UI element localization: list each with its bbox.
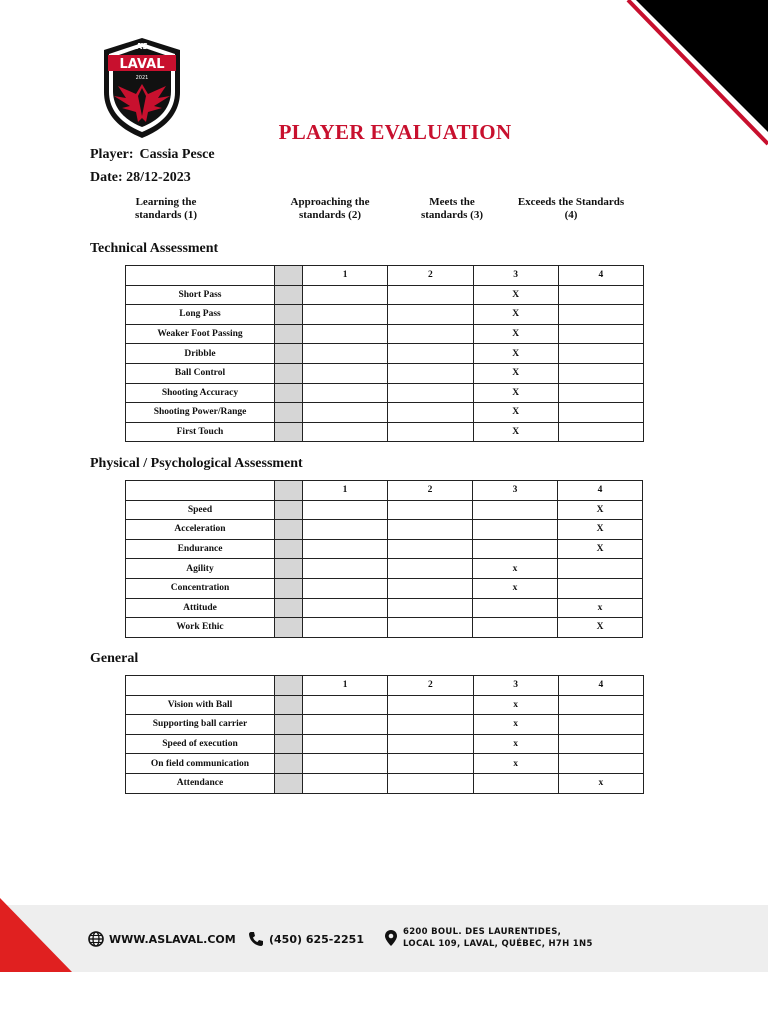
table-row <box>126 618 643 638</box>
rating-cell <box>388 773 473 793</box>
rating-cell <box>388 539 473 559</box>
table-row <box>126 285 644 305</box>
table-row <box>126 695 644 715</box>
section-title-physical: Physical / Psychological Assessment <box>90 456 303 471</box>
rating-cell <box>558 715 643 735</box>
rating-cell <box>388 520 473 540</box>
rating-cell <box>473 618 558 638</box>
rating-cell: x <box>558 598 643 618</box>
section-title-technical: Technical Assessment <box>90 241 219 256</box>
rating-cell <box>388 578 473 598</box>
rating-cell <box>388 383 473 403</box>
rating-cell <box>303 539 388 559</box>
rating-cell: X <box>473 305 558 325</box>
rating-cell: X <box>558 539 643 559</box>
skill-label: Speed of execution <box>126 734 275 754</box>
rating-cell: X <box>473 422 558 442</box>
skill-label: Attitude <box>126 598 275 618</box>
rating-cell <box>558 324 643 344</box>
globe-icon <box>88 931 104 947</box>
rating-cell <box>388 422 473 442</box>
scale-item-4: Exceeds the Standards (4) <box>517 196 625 221</box>
rating-cell <box>388 598 473 618</box>
footer-red-triangle <box>0 898 72 972</box>
rating-cell <box>303 754 388 774</box>
table-row <box>126 773 644 793</box>
rating-cell <box>303 344 388 364</box>
skill-label: Speed <box>126 500 275 520</box>
skill-label: Agility <box>126 559 275 579</box>
rating-cell <box>388 403 473 423</box>
rating-cell <box>303 520 388 540</box>
table-row <box>126 324 644 344</box>
rating-cell <box>558 285 643 305</box>
rating-cell <box>558 383 643 403</box>
rating-cell <box>303 559 388 579</box>
rating-cell <box>558 422 643 442</box>
rating-cell: X <box>473 403 558 423</box>
table-row <box>126 539 643 559</box>
rating-cell: X <box>558 500 643 520</box>
rating-cell <box>303 500 388 520</box>
rating-cell <box>303 695 388 715</box>
rating-cell <box>558 363 643 383</box>
logo-year: 2021 <box>135 75 149 81</box>
rating-cell: x <box>558 773 643 793</box>
rating-cell <box>388 344 473 364</box>
rating-cell <box>558 344 643 364</box>
rating-cell <box>473 500 558 520</box>
table-row <box>126 383 644 403</box>
table-header-row: 1 2 3 4 <box>126 481 643 501</box>
scale-item-2: Approaching the standards (2) <box>290 196 370 221</box>
rating-cell <box>558 734 643 754</box>
table-row <box>126 403 644 423</box>
rating-cell <box>303 734 388 754</box>
rating-cell <box>303 324 388 344</box>
player-name: Cassia Pesce <box>139 147 215 162</box>
table-row <box>126 734 644 754</box>
skill-label: Ball Control <box>126 363 275 383</box>
rating-cell <box>558 305 643 325</box>
rating-cell <box>388 754 473 774</box>
footer-website[interactable] <box>88 931 236 947</box>
skill-label: Acceleration <box>126 520 275 540</box>
table-row <box>126 754 644 774</box>
table-row <box>126 578 643 598</box>
rating-cell: x <box>473 578 558 598</box>
rating-cell: X <box>473 344 558 364</box>
rating-cell <box>388 695 473 715</box>
phone-icon <box>248 931 264 947</box>
skill-label: Endurance <box>126 539 275 559</box>
rating-cell: X <box>473 383 558 403</box>
website-text[interactable]: WWW.ASLAVAL.COM <box>109 932 236 946</box>
rating-cell <box>303 422 388 442</box>
rating-cell <box>388 559 473 579</box>
rating-cell <box>558 403 643 423</box>
rating-cell <box>473 773 558 793</box>
rating-cell <box>388 715 473 735</box>
rating-cell <box>303 618 388 638</box>
skill-label: Concentration <box>126 578 275 598</box>
skill-label: Long Pass <box>126 305 275 325</box>
logo-name: LAVAL <box>119 57 165 72</box>
skill-label: Shooting Accuracy <box>126 383 275 403</box>
rating-cell: X <box>473 285 558 305</box>
rating-cell <box>558 695 643 715</box>
rating-cell <box>388 618 473 638</box>
rating-cell: X <box>558 520 643 540</box>
rating-cell <box>558 559 643 579</box>
rating-cell <box>303 715 388 735</box>
skill-label: Supporting ball carrier <box>126 715 275 735</box>
rating-cell <box>388 500 473 520</box>
rating-cell: x <box>473 754 558 774</box>
rating-cell <box>303 578 388 598</box>
physical-table <box>125 480 643 638</box>
address-line-1: 6200 BOUL. DES LAURENTIDES, <box>403 927 562 937</box>
rating-cell: X <box>473 363 558 383</box>
table-row <box>126 500 643 520</box>
rating-cell <box>303 598 388 618</box>
table-header-row: 1 2 3 4 <box>126 266 644 286</box>
table-row <box>126 422 644 442</box>
skill-label: Attendance <box>126 773 275 793</box>
rating-cell <box>558 754 643 774</box>
scale-item-1: Learning the standards (1) <box>134 196 198 221</box>
rating-cell <box>303 363 388 383</box>
skill-label: Dribble <box>126 344 275 364</box>
player-label: Player: <box>90 147 134 162</box>
rating-cell <box>388 324 473 344</box>
table-header-row: 1 2 3 4 <box>126 676 644 696</box>
player-line <box>90 147 215 163</box>
rating-cell <box>473 520 558 540</box>
skill-label: On field communication <box>126 754 275 774</box>
page-title: PLAYER EVALUATION <box>278 120 512 144</box>
rating-cell <box>388 305 473 325</box>
rating-cell <box>303 305 388 325</box>
rating-cell <box>388 285 473 305</box>
rating-cell: X <box>473 324 558 344</box>
date-value: 28/12-2023 <box>126 170 191 185</box>
rating-cell: x <box>473 715 558 735</box>
skill-label: Short Pass <box>126 285 275 305</box>
date-label: Date: <box>90 170 123 185</box>
table-row <box>126 344 644 364</box>
general-table <box>125 675 644 794</box>
rating-cell <box>473 539 558 559</box>
skill-label: Shooting Power/Range <box>126 403 275 423</box>
rating-cell <box>388 363 473 383</box>
rating-cell <box>303 383 388 403</box>
rating-cell: x <box>473 734 558 754</box>
rating-cell <box>303 773 388 793</box>
table-row <box>126 559 643 579</box>
table-row <box>126 363 644 383</box>
rating-cell: x <box>473 695 558 715</box>
map-pin-icon <box>384 929 398 947</box>
rating-cell <box>388 734 473 754</box>
address-line-2: LOCAL 109, LAVAL, QUÉBEC, H7H 1N5 <box>403 939 593 949</box>
rating-cell <box>558 578 643 598</box>
skill-label: Vision with Ball <box>126 695 275 715</box>
rating-cell: x <box>473 559 558 579</box>
section-title-general: General <box>90 651 139 666</box>
table-row <box>126 715 644 735</box>
logo-top-text: AS <box>136 42 148 51</box>
footer-address <box>384 926 593 950</box>
technical-table <box>125 265 644 442</box>
table-row <box>126 520 643 540</box>
skill-label: Weaker Foot Passing <box>126 324 275 344</box>
date-line <box>90 170 191 186</box>
table-row <box>126 598 643 618</box>
table-row <box>126 305 644 325</box>
skill-label: First Touch <box>126 422 275 442</box>
rating-cell <box>303 403 388 423</box>
footer-phone[interactable] <box>248 931 364 947</box>
rating-cell: X <box>558 618 643 638</box>
rating-cell <box>473 598 558 618</box>
phone-text[interactable]: (450) 625-2251 <box>269 932 364 946</box>
scale-item-3: Meets the standards (3) <box>420 196 484 221</box>
rating-cell <box>303 285 388 305</box>
skill-label: Work Ethic <box>126 618 275 638</box>
